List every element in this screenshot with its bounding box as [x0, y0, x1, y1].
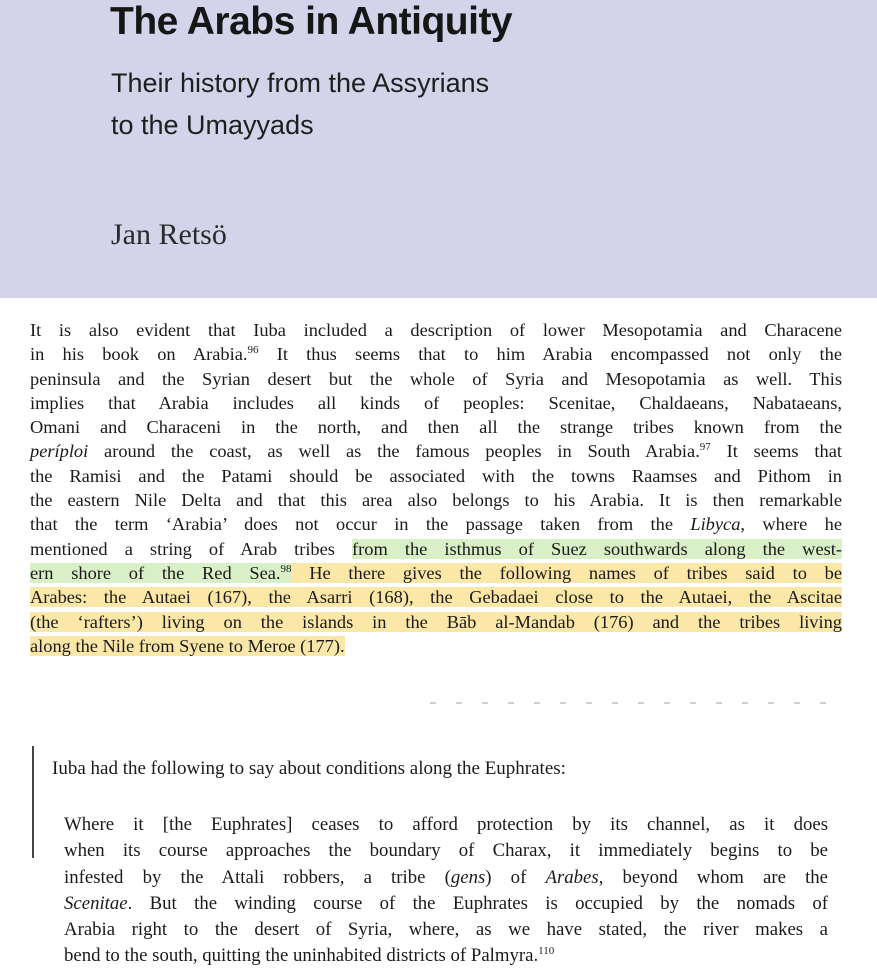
excerpt-page-1 — [0, 298, 877, 718]
quote-intro: Iuba had the following to say about conditions along the Euphrates: — [52, 758, 566, 779]
yellow-highlight: along the Nile from Syene to Meroe (177). — [30, 635, 345, 656]
text-line — [30, 561, 842, 585]
footnote-ref: 98 — [280, 562, 292, 575]
excerpt-paragraph — [30, 318, 842, 658]
text-line — [30, 634, 842, 658]
footnote-ref: 110 — [538, 945, 555, 958]
subtitle-line: Their history from the Assyrians — [111, 68, 490, 98]
green-highlight: ern shore of the Red Sea.$^{98}$ — [30, 562, 292, 583]
yellow-highlight: (the ‘rafters’) living on the islands in the Bāb al-Mandab (176) and the tribes living — [30, 611, 842, 632]
footnote-ref: 97 — [699, 441, 711, 454]
footnote-ref: 96 — [247, 344, 259, 357]
text-line: that the term ‘Arabia’ does not occur in the passage taken from the Libyca, where he — [30, 514, 842, 535]
text-line — [30, 585, 842, 609]
yellow-highlight: He there gives the following names of tribes said to be — [291, 562, 842, 583]
quote-line: bend to the south, quitting the uninhabited districts of Palmyra.$^{110}$ — [64, 945, 555, 967]
text-line: mentioned a string of Arab tribes from the isthmus of Suez southwards along the west- — [30, 538, 842, 559]
text-line: Omani and Characeni in the north, and then all the strange tribes known from the — [30, 417, 842, 438]
text-line: implies that Arabia includes all kinds of peoples: Scenitae, Chaldaeans, Nabataeans, — [30, 392, 842, 413]
quote-line: infested by the Attali robbers, a tribe (gens) of Arabes, beyond whom are the — [64, 866, 829, 888]
text-line: in his book on Arabia.$^{96}$ It thus seems that to him Arabia encompassed not only the — [30, 344, 843, 365]
text-line: the Ramisi and the Patami should be associated with the towns Raamses and Pithom in — [30, 465, 842, 486]
text-line: the eastern Nile Delta and that this area also belongs to his Arabia. It is then remarkable — [30, 490, 842, 511]
quote-line: Arabia right to the desert of Syria, where, as we have stated, the river makes a — [64, 919, 828, 941]
text-line — [30, 610, 842, 634]
text-line: It is also evident that Iuba included a description of lower Mesopotamia and Characene — [30, 320, 842, 340]
bleed-through-marks — [430, 702, 830, 704]
text-line: períploi around the coast, as well as the famous peoples in South Arabia.$^{97}$ It seems that — [30, 441, 842, 462]
quote-line: Where it [the Euphrates] ceases to afford protection by its channel, as it does — [64, 814, 828, 835]
book-subtitle — [111, 62, 489, 146]
block-quote — [64, 812, 828, 970]
book-author: Jan Retsö — [111, 218, 227, 251]
green-highlight: from the isthmus of Suez southwards along the west- — [352, 538, 842, 559]
quote-line: when its course approaches the boundary of Charax, it immediately begins to be — [64, 840, 828, 862]
quote-line: Scenitae. But the winding course of the Euphrates is occupied by the nomads of — [64, 892, 828, 914]
subtitle-line: to the Umayyads — [111, 110, 314, 140]
book-cover — [0, 0, 877, 298]
yellow-highlight: Arabes: the Autaei (167), the Asarri (168), the Gebadaei close to the Autaei, the Ascitae — [30, 587, 842, 608]
book-title: The Arabs in Antiquity — [110, 0, 513, 43]
excerpt-page-2 — [0, 718, 877, 980]
margin-rule — [32, 746, 34, 858]
text-line: peninsula and the Syrian desert but the whole of Syria and Mesopotamia as well. This — [30, 368, 842, 389]
